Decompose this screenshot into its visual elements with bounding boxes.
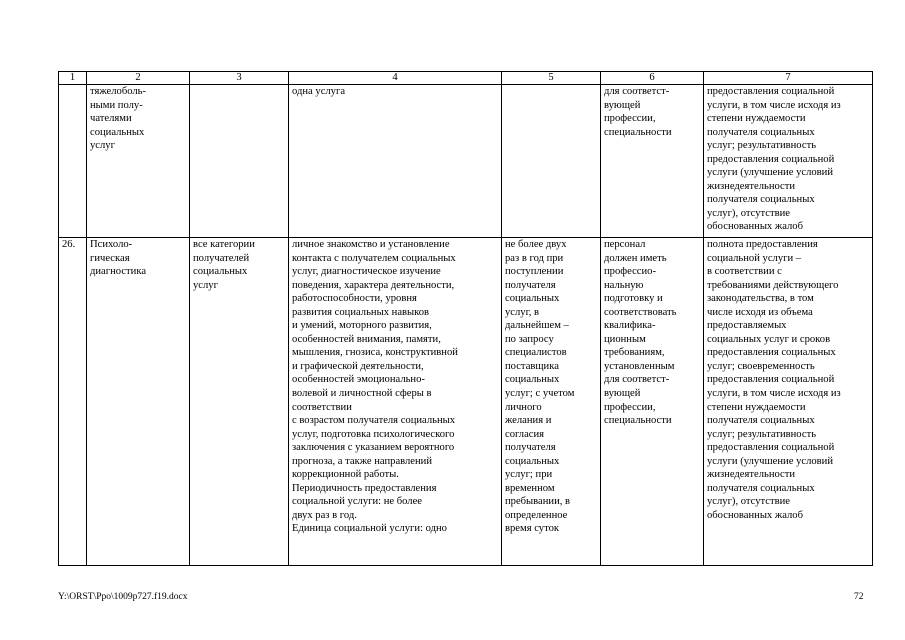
cell-text-line: требованиями действующего [707,279,839,291]
cell-text-line: предоставления социальной [707,86,835,97]
cell-text-line: заключения с указанием вероятного [292,442,455,454]
cell-text-line: услуги (улучшение условий [707,455,833,467]
cell-text-line: социальных [505,374,560,386]
column-number-3: 3 [190,72,289,85]
cell-text-line: услуг; своевременность [707,360,815,372]
cell-quality-indicators [704,238,873,566]
cell-text-line: жизнедеятельности [707,469,796,481]
cell-text-line: получателя [505,279,556,291]
cell-text-line: предоставления социальной [707,442,835,454]
cell-text-line: требованиям, [604,347,665,359]
cell-text-line: ными полу- [90,99,143,111]
cell-text-line: все категории [193,239,255,250]
cell-service-name [87,238,190,566]
cell-text-line: социальных услуг и сроков [707,333,831,345]
cell-text-line: законодательства, в том [707,293,814,305]
cell-text-line: получателя социальных [707,194,815,206]
column-number-1: 1 [59,72,87,85]
cell-text-line: социальных [505,455,560,467]
cell-text-line: услуг; результативность [707,428,817,440]
cell-text-line: мышления, гнозиса, конструктивной [292,347,458,359]
cell-text-line: поставщика [505,360,559,372]
cell-text-line: поступлении [505,266,564,278]
cell-text-line: в соответствии с [707,266,782,278]
cell-text-line: для соответст- [604,374,670,386]
cell-quality-indicators [704,85,873,238]
cell-text-line: специальности [604,126,672,138]
cell-text-line: желания и [505,415,552,427]
cell-terms [502,238,601,566]
cell-text-line: контакта с получателем социальных [292,252,456,264]
cell-text-line: социальной услуги: не более [292,496,422,508]
cell-text-line: особенностей эмоционально- [292,374,425,386]
cell-terms [502,85,601,238]
column-number-4: 4 [289,72,502,85]
cell-text-line: услуг, диагностическое изучение [292,266,441,278]
column-number-5: 5 [502,72,601,85]
cell-text-line: профессии, [604,401,656,413]
cell-number: 26. [59,238,87,566]
cell-text-line: гическая [90,252,130,264]
cell-text-line: услуг, в [505,306,540,318]
cell-text-line: коррекционной работы. [292,469,399,481]
cell-text-line: прогноза, а также направлений [292,455,433,467]
cell-recipients [190,85,289,238]
cell-text-line: социальной услуги – [707,252,802,264]
cell-text-line: и умений, моторного развития, [292,320,432,332]
cell-text-line: обоснованных жалоб [707,221,803,233]
cell-text-line: услуг), отсутствие [707,207,790,219]
cell-text-line: дальнейшем – [505,320,569,332]
cell-text-line: нальную [604,279,644,291]
cell-text-line: соответствовать [604,306,677,318]
cell-text-line: для соответст- [604,86,670,97]
cell-text-line: персонал [604,239,646,250]
cell-text-line: с возрастом получателя социальных [292,415,456,427]
column-number-2: 2 [87,72,190,85]
cell-text-line: предоставления социальной [707,153,835,165]
cell-service-name [87,85,190,238]
cell-text-line: услуг), отсутствие [707,496,790,508]
cell-staff-requirements [601,85,704,238]
cell-text-line: вующей [604,99,641,111]
cell-text-line: тяжелоболь- [90,86,147,97]
cell-text-line: Психоло- [90,239,133,250]
cell-text-line: специальности [604,415,672,427]
cell-text-line: особенностей внимания, памяти, [292,333,441,345]
cell-text-line: определенное [505,509,568,521]
cell-text-line: получателя социальных [707,415,815,427]
cell-text-line: услуги, в том числе исходя из [707,388,841,400]
cell-text-line: подготовку и [604,293,663,305]
cell-text-line: Единица социальной услуги: одно [292,523,447,535]
cell-text-line: пребывании, в [505,496,571,508]
cell-text-line: квалифика- [604,320,656,332]
cell-text-line: должен иметь [604,252,667,264]
cell-text-line: услуги (улучшение условий [707,167,833,179]
cell-text-line: поведения, характера деятельности, [292,279,455,291]
cell-text-line: диагностика [90,266,147,278]
cell-text-line: получателей [193,252,250,264]
column-number-7: 7 [704,72,873,85]
cell-text-line: согласия [505,428,545,440]
cell-text-line: услуг [193,279,218,291]
column-number-row [59,72,873,85]
cell-text-line: услуг; результативность [707,140,817,152]
cell-text-line: услуг; при [505,469,553,481]
cell-text-line: чателями [90,113,132,125]
table-row-26 [59,238,873,566]
cell-text-line: по запросу [505,333,554,345]
table-row-continuation [59,85,873,238]
cell-text-line: услуги, в том числе исходя из [707,99,841,111]
cell-text-line: социальных [193,266,248,278]
cell-text-line: временном [505,482,555,494]
cell-text-line: получателя социальных [707,482,815,494]
cell-staff-requirements [601,238,704,566]
cell-text-line: установленным [604,360,675,372]
cell-text-line: предоставления социальной [707,374,835,386]
cell-text-line: услуг; с учетом [505,388,575,400]
cell-text-line: раз в год при [505,252,564,264]
cell-text-line: числе исходя из объема [707,306,813,318]
cell-text-line: профессии, [604,113,656,125]
cell-text-line: профессио- [604,266,656,278]
cell-text-line: личное знакомство и установление [292,239,450,250]
cell-text-line: вующей [604,388,641,400]
cell-text-line: соответствии [292,401,352,413]
cell-text-line: получателя [505,442,556,454]
cell-text-line: жизнедеятельности [707,180,796,192]
cell-text-line: двух раз в год. [292,509,357,521]
cell-text-line: предоставляемых [707,320,787,332]
cell-text-line: услуг, подготовка психологического [292,428,455,440]
cell-text-line: социальных [90,126,145,138]
cell-text-line: полнота предоставления [707,239,818,250]
footer-file-path: Y:\ORST\Ppo\1009p727.f19.docx [58,592,188,602]
cell-text-line: время суток [505,523,560,535]
cell-text-line: специалистов [505,347,567,359]
cell-text-line: получателя социальных [707,126,815,138]
cell-text-line: степени нуждаемости [707,401,806,413]
cell-text-line: социальных [505,293,560,305]
cell-text-line: степени нуждаемости [707,113,806,125]
cell-text-line: не более двух [505,239,567,250]
cell-text-line: личного [505,401,542,413]
cell-text-line: ционным [604,333,646,345]
cell-text-line: обоснованных жалоб [707,509,803,521]
cell-text-line: и графической деятельности, [292,360,424,372]
cell-text-line: Периодичность предоставления [292,482,437,494]
cell-text-line: услуг [90,140,115,152]
cell-description [289,85,502,238]
cell-text-line: предоставления социальных [707,347,836,359]
cell-number [59,85,87,238]
cell-recipients [190,238,289,566]
services-table [58,71,873,566]
cell-text-line: волевой и личностной сферы в [292,388,432,400]
column-number-6: 6 [601,72,704,85]
cell-text-line: развития социальных навыков [292,306,430,318]
cell-text-line: одна услуга [292,86,346,97]
footer-page-number: 72 [854,592,864,602]
cell-description [289,238,502,566]
cell-text-line: работоспособности, уровня [292,293,417,305]
